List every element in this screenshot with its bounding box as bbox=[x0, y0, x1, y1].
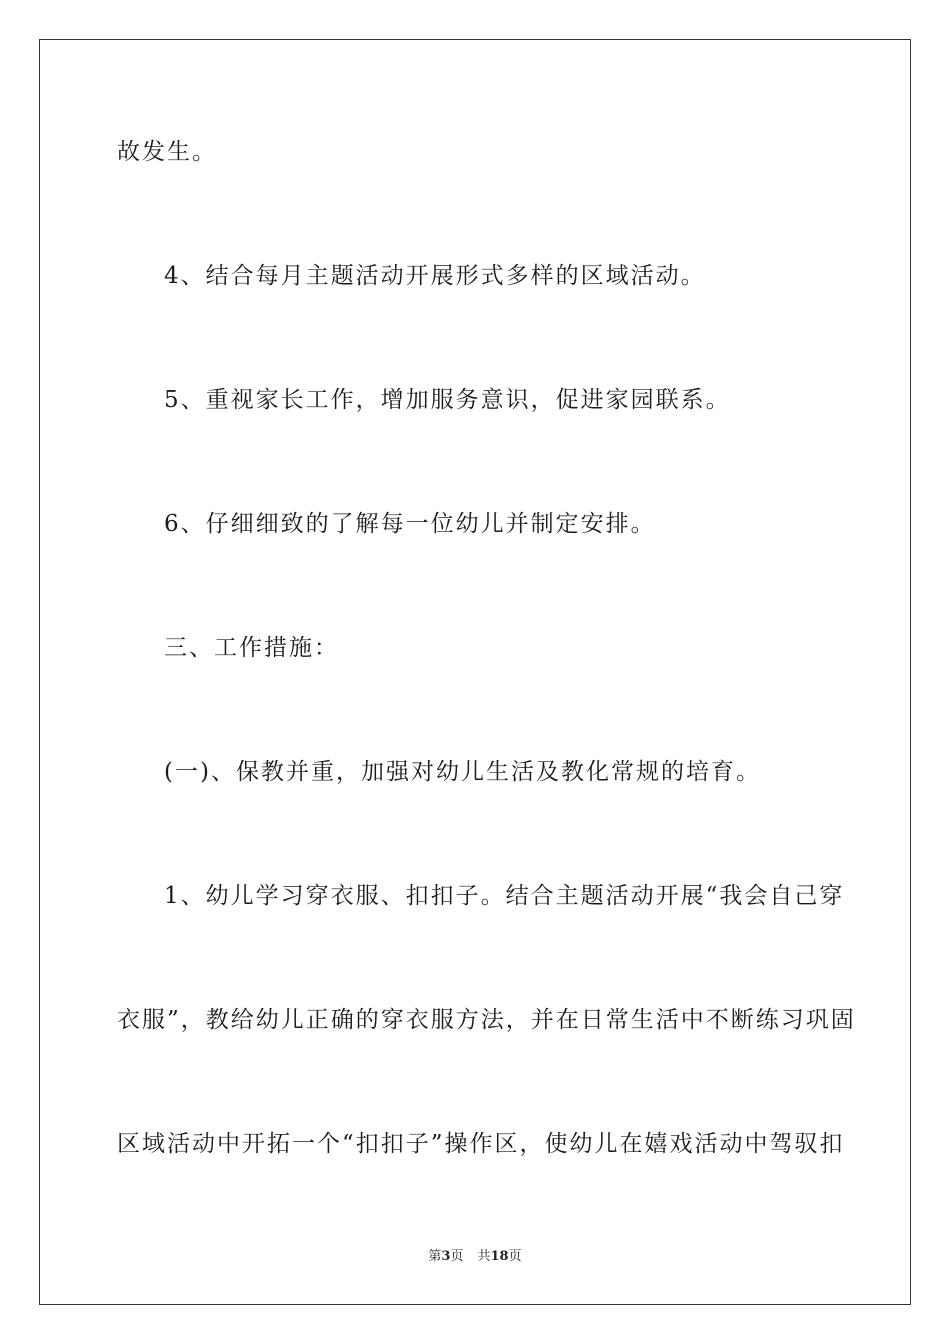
body-line-4: 6、仔细细致的了解每一位幼儿并制定安排。 bbox=[164, 511, 656, 537]
footer-page-prefix: 第 bbox=[428, 1249, 442, 1264]
footer-total-suffix: 页 bbox=[508, 1249, 522, 1264]
body-line-3: 5、重视家长工作，增加服务意识，促进家园联系。 bbox=[164, 387, 731, 413]
body-line-7: 1、幼儿学习穿衣服、扣扣子。结合主题活动开展“我会自己穿 bbox=[164, 883, 845, 909]
page-frame bbox=[39, 39, 911, 1305]
body-line-2: 4、结合每月主题活动开展形式多样的区域活动。 bbox=[164, 263, 706, 289]
subsection-heading: (一)、保教并重，加强对幼儿生活及教化常规的培育。 bbox=[164, 759, 761, 785]
body-line-8: 衣服”，教给幼儿正确的穿衣服方法，并在日常生活中不断练习巩固 bbox=[117, 1007, 856, 1033]
body-line-1: 故发生。 bbox=[117, 139, 217, 165]
page-footer bbox=[0, 1248, 950, 1266]
footer-total-number: 18 bbox=[490, 1249, 509, 1264]
section-heading: 三、工作措施： bbox=[164, 635, 339, 661]
body-line-9: 区域活动中开拓一个“扣扣子”操作区，使幼儿在嬉戏活动中驾驭扣 bbox=[117, 1131, 845, 1157]
footer-page-number: 3 bbox=[441, 1249, 451, 1264]
footer-total-prefix: 共 bbox=[477, 1249, 491, 1264]
footer-page-suffix: 页 bbox=[450, 1249, 464, 1264]
